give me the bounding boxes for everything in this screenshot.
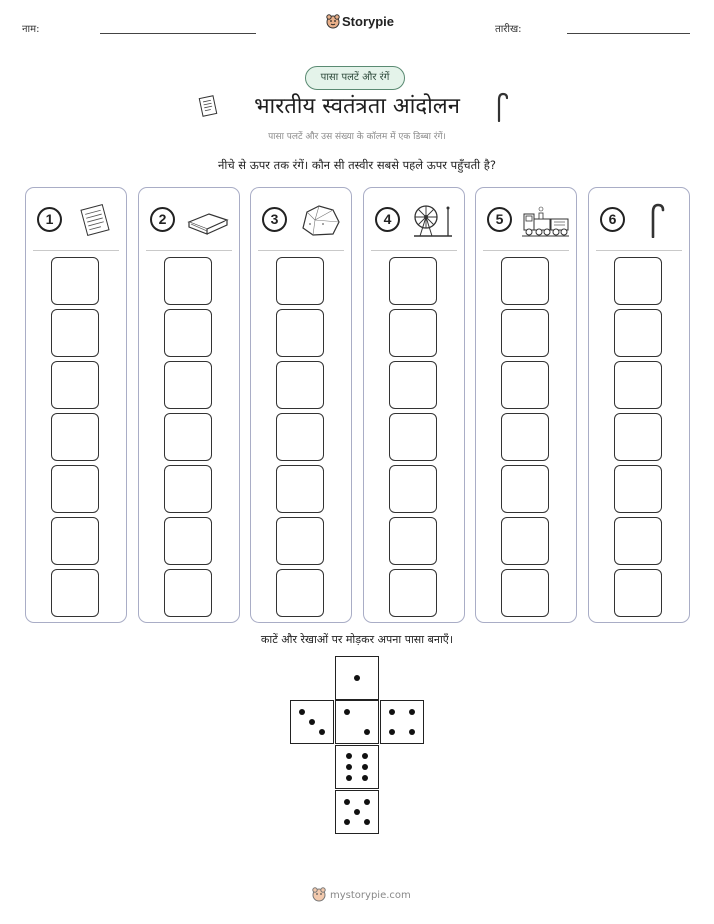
- storypie-logo-icon: [325, 13, 341, 29]
- coloring-box[interactable]: [164, 413, 212, 461]
- spinning-wheel-icon: [408, 202, 458, 238]
- coloring-box[interactable]: [389, 413, 437, 461]
- date-label: तारीख:: [495, 24, 522, 35]
- book-icon: [183, 202, 233, 238]
- pip: [319, 729, 325, 735]
- column-divider: [596, 250, 682, 251]
- dice-face-3: [290, 700, 334, 744]
- coloring-box[interactable]: [389, 569, 437, 617]
- column-divider: [483, 250, 569, 251]
- column-6: [588, 187, 690, 623]
- pip: [362, 753, 368, 759]
- pip: [354, 809, 360, 815]
- coloring-box[interactable]: [614, 309, 662, 357]
- coloring-box[interactable]: [389, 309, 437, 357]
- pip: [364, 819, 370, 825]
- column-number: 1: [37, 207, 62, 232]
- coloring-box[interactable]: [389, 361, 437, 409]
- scroll-icon: [70, 202, 120, 238]
- coloring-box[interactable]: [501, 309, 549, 357]
- coloring-box[interactable]: [276, 569, 324, 617]
- dice-face-5: [335, 790, 379, 834]
- column-3: [250, 187, 352, 623]
- column-divider: [258, 250, 344, 251]
- pip: [299, 709, 305, 715]
- pip: [344, 819, 350, 825]
- coloring-box[interactable]: [501, 569, 549, 617]
- pip: [409, 709, 415, 715]
- coloring-box[interactable]: [501, 465, 549, 513]
- pip: [346, 753, 352, 759]
- column-number: 4: [375, 207, 400, 232]
- coloring-box[interactable]: [614, 517, 662, 565]
- pip: [409, 729, 415, 735]
- coloring-box[interactable]: [51, 309, 99, 357]
- coloring-box[interactable]: [276, 413, 324, 461]
- coloring-box[interactable]: [276, 517, 324, 565]
- coloring-box[interactable]: [164, 465, 212, 513]
- coloring-box[interactable]: [164, 361, 212, 409]
- coloring-box[interactable]: [276, 257, 324, 305]
- pip: [364, 729, 370, 735]
- pip: [362, 764, 368, 770]
- column-number: 2: [150, 207, 175, 232]
- coloring-box[interactable]: [501, 517, 549, 565]
- column-number: 5: [487, 207, 512, 232]
- activity-badge: पासा पलटें और रंगें: [305, 66, 405, 90]
- walking-stick-icon: [633, 202, 683, 238]
- dice-net: [290, 656, 426, 836]
- coloring-box[interactable]: [164, 309, 212, 357]
- coloring-box[interactable]: [276, 309, 324, 357]
- train-icon: [520, 202, 570, 238]
- coloring-box[interactable]: [614, 413, 662, 461]
- coloring-box[interactable]: [501, 257, 549, 305]
- coloring-box[interactable]: [164, 569, 212, 617]
- salt-rock-icon: [295, 202, 345, 238]
- column-4: [363, 187, 465, 623]
- pip: [344, 709, 350, 715]
- pip: [354, 675, 360, 681]
- dice-face-6: [335, 745, 379, 789]
- coloring-box[interactable]: [51, 465, 99, 513]
- page-title: भारतीय स्वतंत्रता आंदोलन: [254, 94, 460, 119]
- coloring-box[interactable]: [164, 257, 212, 305]
- storypie-logo-icon: [311, 886, 327, 902]
- coloring-box[interactable]: [501, 413, 549, 461]
- date-line[interactable]: [567, 33, 690, 34]
- pip: [389, 709, 395, 715]
- column-number: 6: [600, 207, 625, 232]
- cut-instruction: काटें और रेखाओं पर मोड़कर अपना पासा बनाएँ।: [260, 633, 454, 646]
- pip: [364, 799, 370, 805]
- dice-face-4: [380, 700, 424, 744]
- pip: [344, 799, 350, 805]
- column-divider: [371, 250, 457, 251]
- pip: [389, 729, 395, 735]
- coloring-box[interactable]: [389, 257, 437, 305]
- brand-name: Storypie: [342, 14, 395, 29]
- coloring-box[interactable]: [51, 413, 99, 461]
- coloring-box[interactable]: [276, 465, 324, 513]
- coloring-box[interactable]: [614, 361, 662, 409]
- instruction-text: नीचे से ऊपर तक रंगें। कौन सी तस्वीर सबसे पहले ऊपर पहुँचती है?: [217, 158, 497, 172]
- name-line[interactable]: [100, 33, 256, 34]
- column-number: 3: [262, 207, 287, 232]
- coloring-box[interactable]: [51, 257, 99, 305]
- coloring-box[interactable]: [614, 465, 662, 513]
- walking-stick-icon: [494, 92, 508, 122]
- dice-face-2: [335, 700, 379, 744]
- pip: [346, 764, 352, 770]
- column-2: [138, 187, 240, 623]
- column-divider: [146, 250, 232, 251]
- coloring-box[interactable]: [164, 517, 212, 565]
- coloring-box[interactable]: [501, 361, 549, 409]
- dice-face-1: [335, 656, 379, 700]
- coloring-box[interactable]: [389, 517, 437, 565]
- column-divider: [33, 250, 119, 251]
- name-label: नाम:: [22, 24, 40, 35]
- column-1: [25, 187, 127, 623]
- coloring-box[interactable]: [614, 569, 662, 617]
- footer-url[interactable]: mystorypie.com: [330, 890, 411, 901]
- coloring-box[interactable]: [51, 517, 99, 565]
- coloring-box[interactable]: [614, 257, 662, 305]
- coloring-box[interactable]: [51, 361, 99, 409]
- subtitle: पासा पलटें और उस संख्या के कॉलम में एक डिब्बा रंगें।: [268, 132, 446, 142]
- coloring-box[interactable]: [276, 361, 324, 409]
- column-5: [475, 187, 577, 623]
- coloring-box[interactable]: [51, 569, 99, 617]
- pip: [309, 719, 315, 725]
- pip: [362, 775, 368, 781]
- coloring-box[interactable]: [389, 465, 437, 513]
- pip: [346, 775, 352, 781]
